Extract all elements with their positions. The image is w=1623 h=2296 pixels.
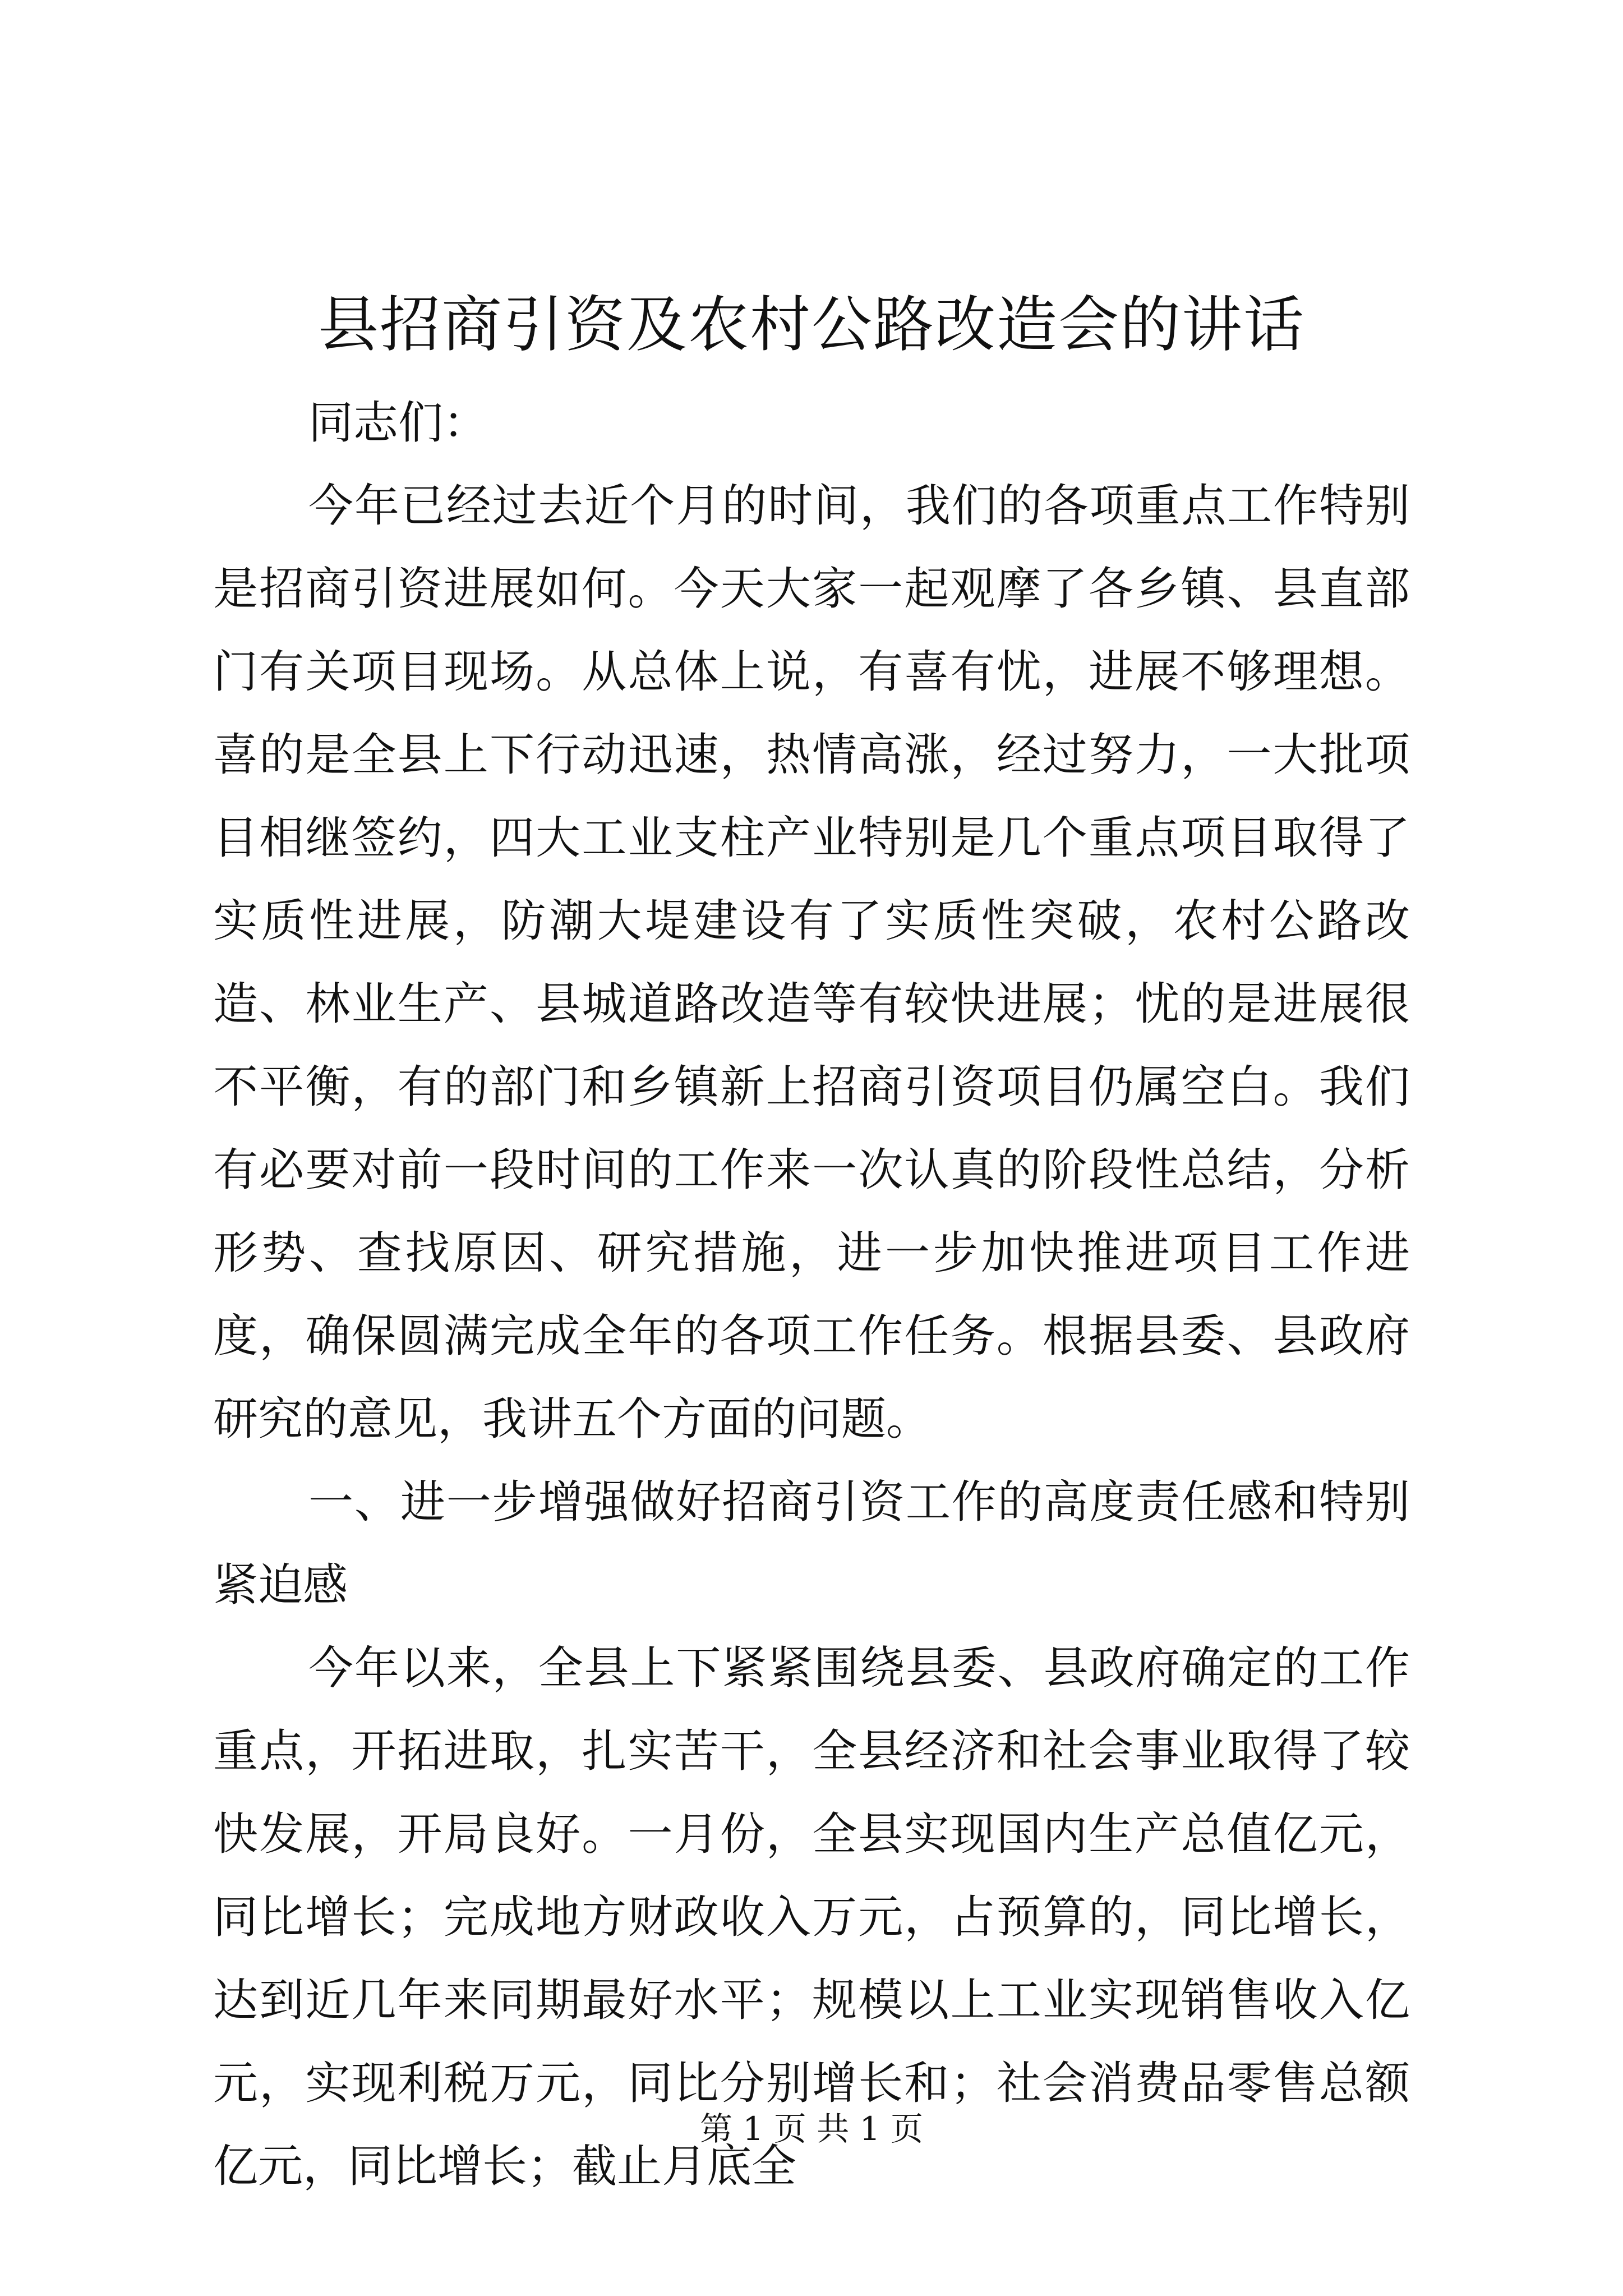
document-body	[213, 381, 1410, 2208]
page-footer: 第 1 页 共 1 页	[700, 2110, 923, 2148]
salutation: 同志们：	[308, 397, 488, 449]
body-paragraph: 今年已经过去近个月的时间，我们的各项重点工作特别是招商引资进展如何。今天大家一起观摩了各乡镇、县直部门有关项目现场。从总体上说，有喜有忧，进展不够理想。喜的是全县上下行动迅速，热情高涨，经过努力，一大批项目相继签约，四大工业支柱产业特别是几个重点项目取得了实质性进展，防潮大堤建设有了实质性突破，农村公路改造、林业生产、县城道路改造等有较快进展；忧的是进展很不平衡，有的部门和乡镇新上招商引资项目仍属空白。我们有必要对前一段时间的工作来一次认真的阶段性总结，分析形势、查找原因、研究措施，进一步加快推进项目工作进度，确保圆满完成全年的各项工作任务。根据县委、县政府研究的意见，我讲五个方面的问题。	[213, 480, 1410, 1445]
body-paragraph: 今年以来，全县上下紧紧围绕县委、县政府确定的工作重点，开拓进取，扎实苦干，全县经济和社会事业取得了较快发展，开局良好。一月份，全县实现国内生产总值亿元，同比增长；完成地方财政收入万元，占预算的，同比增长，达到近几年来同期最好水平；规模以上工业实现销售收入亿元，实现利税万元，同比分别增长和；社会消费品零售总额亿元，同比增长；截止月底全	[213, 1642, 1410, 2192]
section-heading: 一、进一步增强做好招商引资工作的高度责任感和特别紧迫感	[213, 1476, 1410, 1611]
document-title: 县招商引资及农村公路改造会的讲话	[317, 290, 1305, 360]
